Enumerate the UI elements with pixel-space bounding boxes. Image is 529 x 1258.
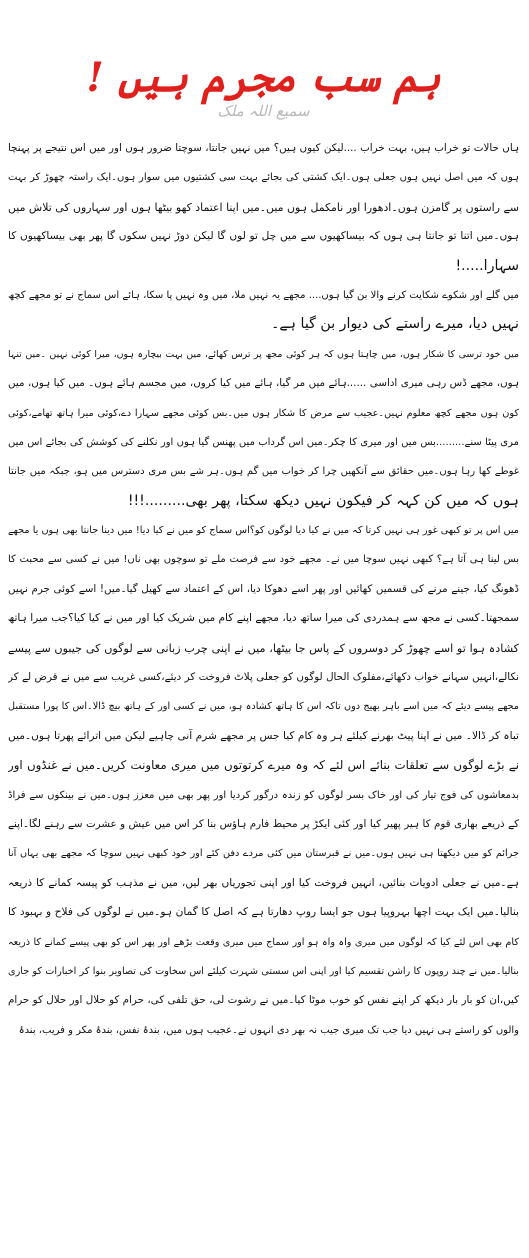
paragraph-line: ہوں۔میں اتنا تو جانتا ہی ہوں کہ بیساکھیوں سے میں چل تو لوں گا لیکن دوڑ نہیں سکوں گا پھر بھی بیساکھیوں کا: [8, 230, 519, 243]
paragraph-line: میں اس پر تو کبھی غور ہی نہیں کرتا کہ میں نے کیا دیا لوگوں کو؟اس سماج کو میں نے کیا دیا! میں دینا جانتا بھی ہوں یا مجھے: [8, 525, 519, 537]
paragraph-line: والوں کو راستے ہی نہیں دیا جب تک میری جیب نہ بھر دی انہوں نے۔عجیب ہوں میں، بندۂ نفس، بندۂ مکر و فریب، بندۂ: [18, 1024, 519, 1036]
paragraph-line: مجھے پیسے دیئے کہ میں اسے باہر بھیج دوں تاکہ اس کا ہاتھ کشادہ ہو، میں نے کسی اور کے ہاتھ بیچ ڈالا۔اس کا پورا مستقبل: [8, 701, 519, 713]
article-paragraph: [8, 134, 519, 281]
paragraph-line: نکالے،انہیں سہانے خواب دکھائے،مفلوک الحال لوگوں کو جعلی پلاٹ فروخت کر دیئے،کسی غریب سے میں نے قرض لے کر: [8, 671, 519, 684]
paragraph-line: بنالیا۔میں نے چند روپوں کا راشن تقسیم کیا اور اپنی اس سستی شہرت کیلئے اس سخاوت کی تصاویر بنوا کر اخبارات کو جاری: [8, 965, 519, 977]
paragraph-line: کے ذریعے بھاری قوم کا ہیر پھیر کیا اور کئی ایکڑ پر محیط فارم ہاؤس بنا کر اس میں عیش و عشرت سے رہنے لگا۔اپنے: [8, 817, 519, 830]
article-author: سمیع اللہ ملک: [217, 102, 310, 120]
paragraph-line: ہوں کہ میں اصل نہیں ہوں جعلی ہوں۔ایک کشتی کی بجائے بہت سی کشتیوں میں سوار ہوں۔ایک راستہ چھوڑ کر بہت: [8, 172, 519, 184]
article-title-text: ہم سب مجرم ہیں !: [86, 54, 441, 101]
paragraph-line: بنالیا۔میں ایک بہت اچھا بہروپیا ہوں جو ایسا روپ دھارتا ہے کہ اصل کا گمان ہو۔میں نے لوگوں کی فلاح و بہبود کا: [8, 906, 519, 919]
paragraph-line: سمجھتا۔کسی نے مجھ سے ہمدردی کی میرا ساتھ دیا، مجھے اپنے کام میں شریک کیا اور میں نے کیا کیا؟جب میرا ہاتھ: [8, 612, 519, 625]
paragraph-line: ہوں، مجھے ڈس رہی میری اداسی ......ہائے میں مر گیا، ہائے میں کیا کروں، میں مجسم ہائے ہوں۔ میں کیا ہوں، میں: [8, 377, 519, 390]
paragraph-line: میں گلے اور شکوے شکایت کرنے والا بن گیا ہوں.... مجھے یہ نہیں ملا، میں وہ نہیں پا سکا، ہائے اس سماج نے تو مجھے کچھ: [8, 289, 519, 301]
paragraph-line: نے بڑے لوگوں سے تعلقات بنائے اس لئے کہ وہ میرے کرتوتوں میں میری معاونت کریں۔میں نے غنڈوں اور: [8, 758, 519, 773]
article-title: [8, 56, 519, 100]
paragraph-line: مری پیٹا سنے.........بس میں اور میری کا چکر۔میں اس گرداب میں پھنس گیا ہوں اور نکلنے کی کوشش کی بجائے اس میں: [8, 436, 519, 448]
paragraph-line: غوطے کھا رہا ہوں۔میں حقائق سے آنکھیں چرا کر خواب میں گم ہوں۔ہر شے بس مری دسترس میں ہو، جبکہ میں جانتا: [8, 466, 519, 478]
paragraph-line: ہے۔میں نے جعلی ادویات بنائیں، انہیں فروخت کیا اور اپنی تجوریاں بھر لیں، میں نے مذہب کو پیسہ کمانے کا ذریعہ: [8, 876, 519, 889]
article-paragraph: [8, 281, 519, 340]
paragraph-line: کشادہ ہوا تو اسے چھوڑ کر دوسروں کے پاس جا بیٹھا، میں نے اپنی چرب زبانی سے لوگوں کی جیبوں سے پیسے: [8, 641, 519, 655]
article-body: [8, 134, 519, 1045]
paragraph-line: تباہ کر ڈالا۔ میں نے اپنا پیٹ بھرنے کیلئے ہر وہ کام کیا جس پر مجھے شرم آنی چاہیے لیکن میں اترائے پھرتا ہوں۔میں: [8, 729, 519, 742]
article-paragraph: [8, 340, 519, 516]
paragraph-line: بدمعاشوں کی فوج تیار کی اور خاک بسر لوگوں کو زندہ درگور کردیا اور پھر بھی میں معزز ہوں۔میں نے بینکوں سے فراڈ: [8, 789, 519, 801]
paragraph-line: بس لینا ہی آتا ہے؟ کبھی نہیں سوچا میں نے۔ مجھے خود سے فرصت ملے تو سوچوں بھی ناں! میں نے کسی سے محبت کا: [8, 554, 519, 566]
paragraph-line: کیں،ان کو بار بار دیکھ کر اپنے نفس کو خوب موٹا کیا۔میں نے رشوت لی، حق تلفی کی، حرام کو حلال اور حلال کو حرام: [8, 994, 519, 1007]
paragraph-line: سے راستوں پر گامزن ہوں۔ادھورا اور نامکمل ہوں میں۔میں اپنا اعتماد کھو بیٹھا ہوں اور سہاروں کی تلاش میں: [8, 200, 519, 214]
paragraph-line: میں خود ترسی کا شکار ہوں، میں چاہتا ہوں کہ ہر کوئی مجھ پر ترس کھائے، میں بہت بیچارہ ہوں، میرا کوئی نہیں ۔میں تنہا: [8, 348, 519, 360]
article-paragraph: [8, 516, 519, 1045]
paragraph-line: کون ہوں مجھے کچھ معلوم نہیں۔عجیب سے مرض کا شکار ہوں میں۔بس کوئی مجھے سہارا دے،کوئی میرا ہاتھ تھامے،کوئی: [8, 407, 519, 419]
paragraph-line: ڈھونگ کیا، جینے مرنے کی قسمیں کھائیں اور پھر اسے دھوکا دیا، اس کے اعتماد سے کھیل گیا۔میں! اسے کوئی جرم نہیں: [8, 582, 519, 595]
paragraph-line: ہوں کہ میں کن کہہ کر فیکون نہیں دیکھ سکتا، پھر بھی.........!!!: [127, 492, 519, 509]
paragraph-line: ہاں حالات تو خراب ہیں، بہت خراب ....لیکن کیوں ہیں؟ میں نہیں جانتا، سوچتا ضرور ہوں اور میں اس نتیجے پر پہنچا: [8, 142, 519, 154]
paragraph-line: جرائم کو میں دیکھتا ہی نہیں ہوں۔میں نے قبرستان میں کئی مردے دفن کئے اور خود کبھی نہیں سوچا کہ مجھے بھی یہاں آنا: [8, 848, 519, 860]
paragraph-line: سہارا.....!: [455, 257, 519, 274]
paragraph-line: نہیں دیا، میرے راستے کی دیوار بن گیا ہے۔: [271, 316, 519, 333]
paragraph-line: کام بھی اس لئے کیا کہ لوگوں میں میری واہ واہ ہو اور سماج میں میری وقعت بڑھے اور پھر اس کو بھی پیسے کمانے کا ذریعہ: [8, 936, 519, 948]
